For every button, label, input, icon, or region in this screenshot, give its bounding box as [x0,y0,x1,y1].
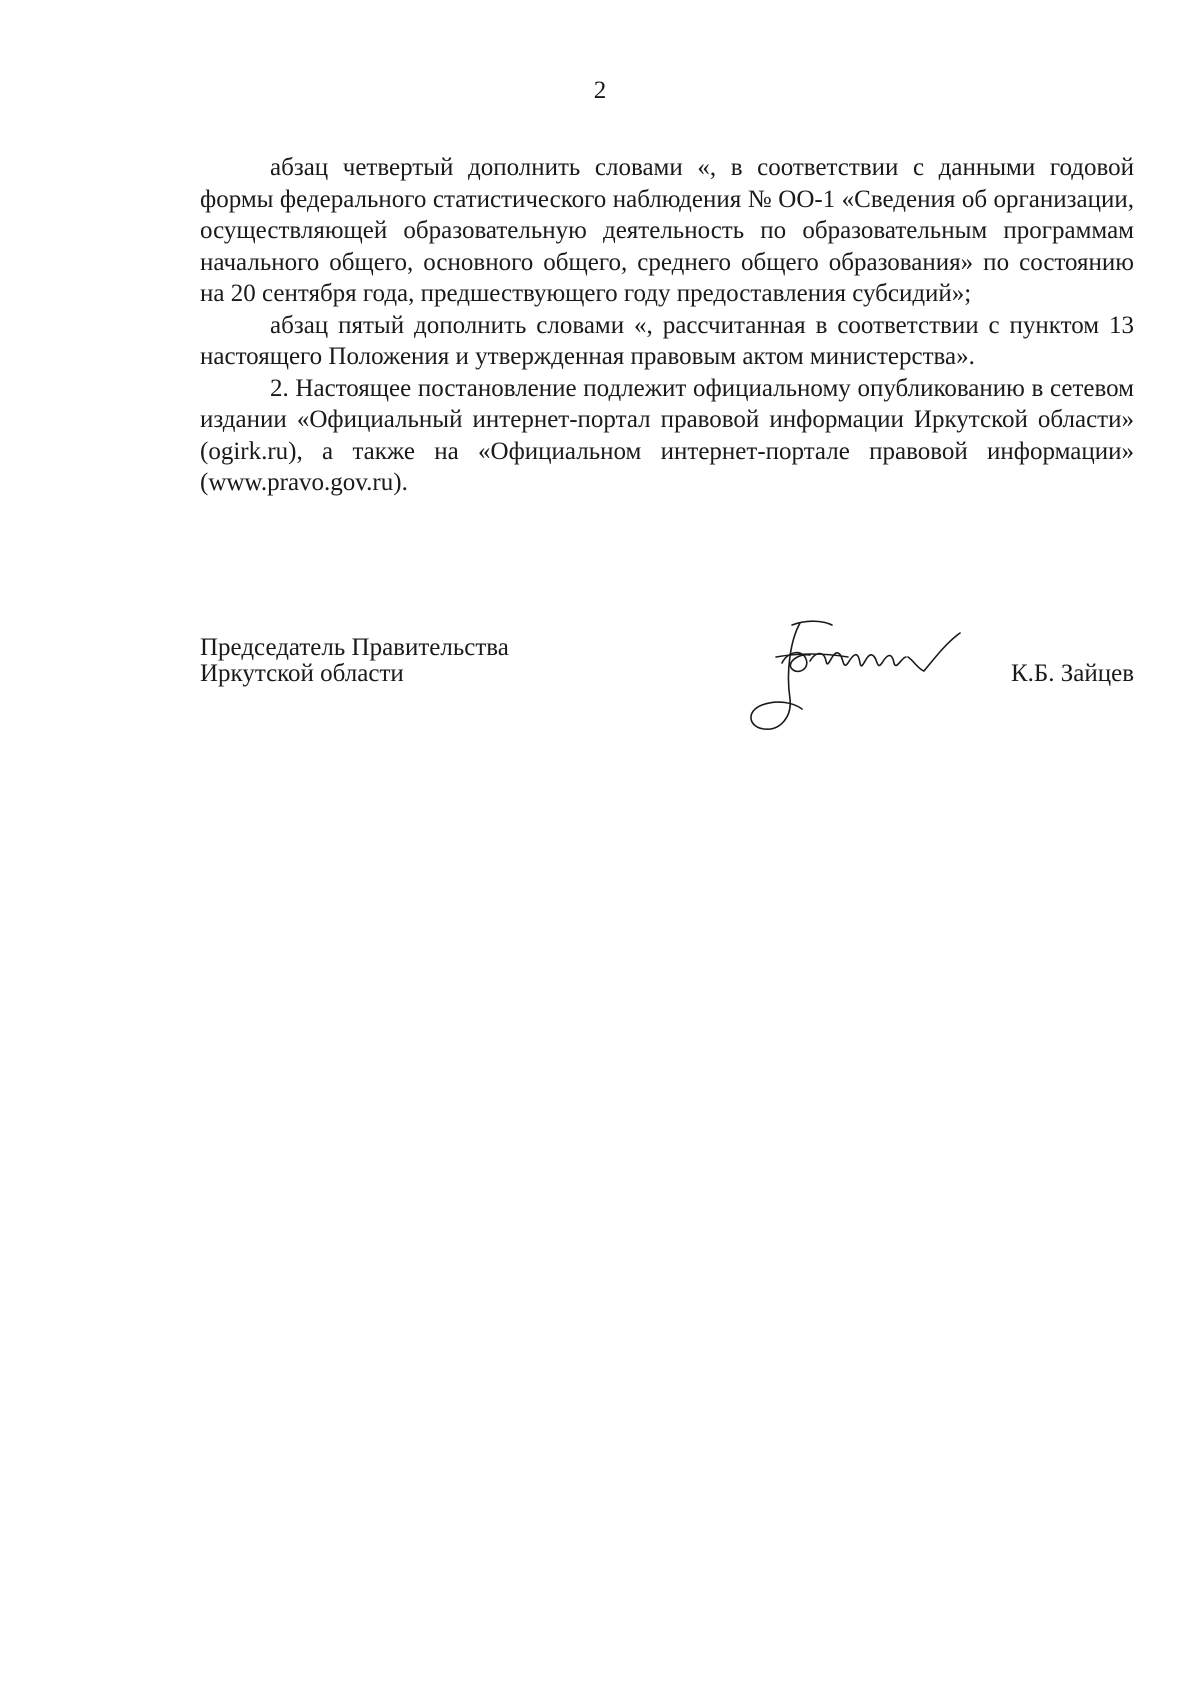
paragraph-paragraph-five-amendment: абзац пятый дополнить словами «, рассчитанная в соответствии с пунктом 13 настоящего Положения и утвержденная правовым актом министерства». [200,311,1134,370]
page-number: 2 [593,77,607,104]
handwritten-signature-icon [728,613,988,743]
signatory-title [200,635,509,687]
document-body [200,152,1134,499]
signature-block [200,635,1134,755]
signatory-title-line-2: Иркутской области [200,660,404,687]
signatory-title-line-1: Председатель Правительства [200,634,509,661]
paragraph-paragraph-four-amendment: абзац четвертый дополнить словами «, в соответствии с данными годовой формы федерального статистического наблюдения № ОО-1 «Сведения об организации, осуществляющей образовательную деятельность по образовательным программам начального общего, основного общего, среднего общего образования» по состоянию на 20 сентября года, предшествующего году предоставления субсидий»; [200,154,1134,307]
signatory-name: К.Б. Зайцев [1010,660,1134,687]
paragraph-publication-clause: 2. Настоящее постановление подлежит официальному опубликованию в сетевом издании «Официальный интернет-портал правовой информации Иркутской области» (ogirk.ru), а также на «Официальном интернет-портале правовой информации» (www.pravo.gov.ru). [200,374,1134,496]
